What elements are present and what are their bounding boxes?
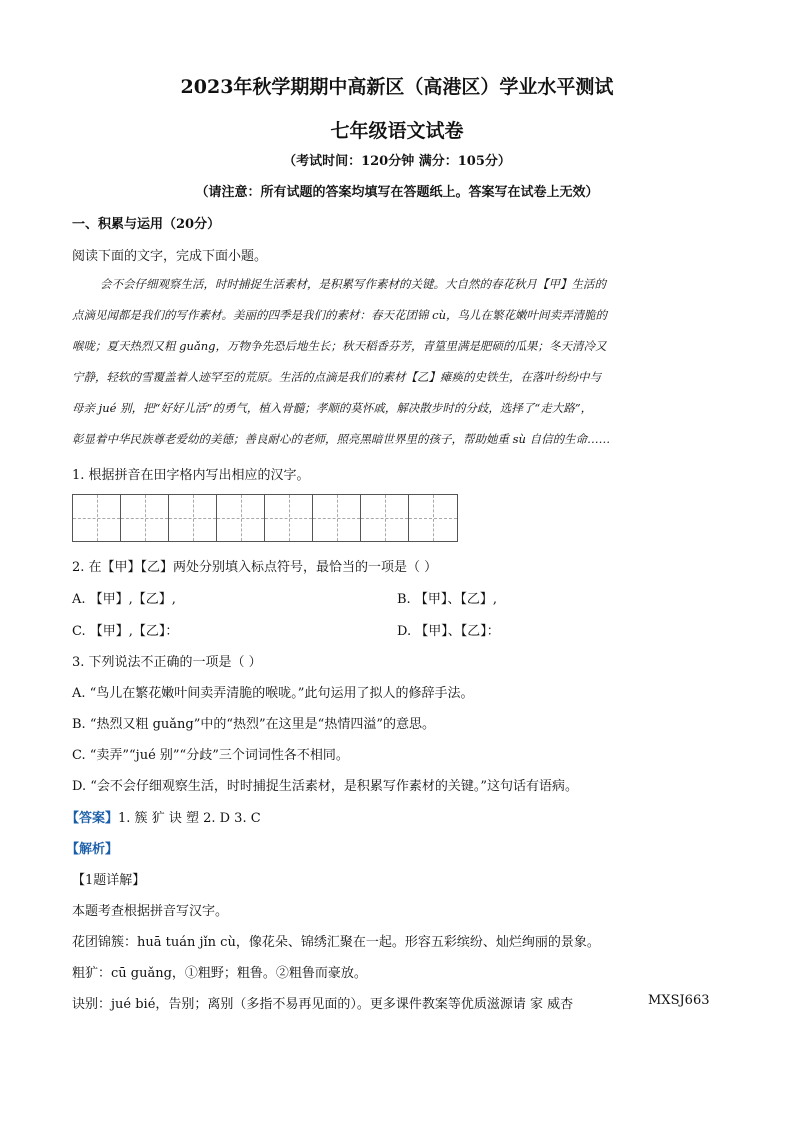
- q2-option-c: C. 【甲】,【乙】：: [72, 624, 179, 639]
- section-heading: 一、积累与运用（20分）: [72, 217, 221, 232]
- tianzige-cell: [121, 495, 169, 541]
- question-1: 1. 根据拼音在田字格内写出相应的汉字。: [72, 468, 310, 483]
- question-3: 3. 下列说法不正确的一项是（ ）: [72, 655, 262, 670]
- document-code: MXSJ663: [648, 993, 710, 1008]
- q2-option-b: B. 【甲】、【乙】,: [397, 592, 497, 607]
- passage-line: 喉咙；夏天热烈又粗 guǎng，万物争先恐后地生长；秋天稻香芬芳，青篁里满是肥硕的瓜果；冬天清冷又: [72, 339, 607, 353]
- analysis-intro: 本题考查根据拼音写汉字。: [72, 904, 229, 919]
- tianzige-cell: [313, 495, 361, 541]
- analysis-label: 【解析】: [66, 842, 119, 857]
- tianzige-grid: [72, 494, 458, 542]
- section-instruction: 阅读下面的文字，完成下面小题。: [72, 249, 268, 264]
- q3-option-d: D. “会不会仔细观察生活，时时捕捉生活素材，是积累写作素材的关键。”这句话有语病。: [72, 779, 579, 794]
- tianzige-cell: [217, 495, 265, 541]
- tianzige-cell: [361, 495, 409, 541]
- q3-option-b: B. “热烈又粗 guǎng”中的“热烈”在这里是“热情四溢”的意思。: [72, 717, 435, 732]
- exam-subtitle: 七年级语文试卷: [330, 120, 464, 142]
- tianzige-cell: [169, 495, 217, 541]
- exam-info: （考试时间：120分钟 满分：105分）: [283, 154, 511, 169]
- q3-option-a: A. “鸟儿在繁花嫩叶间卖弄清脆的喉咙。”此句运用了拟人的修辞手法。: [72, 686, 474, 701]
- tianzige-cell: [73, 495, 121, 541]
- question-2: 2. 在【甲】【乙】两处分别填入标点符号，最恰当的一项是（ ）: [72, 560, 438, 575]
- passage-line: 母亲 jué 别，把“好好儿活”的勇气，植入骨髓；孝顺的莫怀戚，解决散步时的分歧，选择了“走大路”，: [72, 401, 593, 415]
- answer-label: 【答案】: [66, 811, 119, 826]
- q3-option-c: C. “卖弄”“jué 别”“分歧”三个词词性各不相同。: [72, 748, 349, 763]
- passage-line: 彰显着中华民族尊老爱幼的美德；善良耐心的老师，照亮黑暗世界里的孩子，帮助她重 sù 自信的生命……: [72, 432, 611, 446]
- analysis-item: 花团锦簇：huā tuán jǐn cù，像花朵、锦绣汇聚在一起。形容五彩缤纷、灿烂绚丽的景象。: [72, 935, 600, 950]
- passage-line: 会不会仔细观察生活，时时捕捉生活素材，是积累写作素材的关键。大自然的春花秋月【甲】生活的: [100, 277, 606, 291]
- answer-line: [66, 807, 261, 826]
- exam-notice: （请注意：所有试题的答案均填写在答题纸上。答案写在试卷上无效）: [195, 185, 599, 200]
- analysis-sub-label: 【1题详解】: [72, 873, 146, 888]
- exam-title: 2023年秋学期期中高新区（高港区）学业水平测试: [180, 76, 614, 98]
- passage-line: 点滴见闻都是我们的写作素材。美丽的四季是我们的素材：春天花团锦 cù，鸟儿在繁花嫩叶间卖弄清脆的: [72, 308, 607, 322]
- analysis-item: 诀别：jué bié，告别；离别（多指不易再见面的）。更多课件教案等优质滋源请 家 威杏: [72, 997, 574, 1012]
- q2-option-a: A. 【甲】,【乙】,: [72, 592, 176, 607]
- q2-option-d: D. 【甲】、【乙】：: [397, 624, 500, 639]
- answer-content: 1. 簇 犷 诀 塑 2. D 3. C: [118, 811, 261, 826]
- passage-line: 宁静，轻软的雪覆盖着人迹罕至的荒原。生活的点滴是我们的素材【乙】瘫痪的史铁生，在落叶纷纷中与: [72, 370, 601, 384]
- analysis-item: 粗犷：cū guǎng，①粗野；粗鲁。②粗鲁而豪放。: [72, 966, 367, 981]
- tianzige-cell: [265, 495, 313, 541]
- tianzige-cell: [409, 495, 457, 541]
